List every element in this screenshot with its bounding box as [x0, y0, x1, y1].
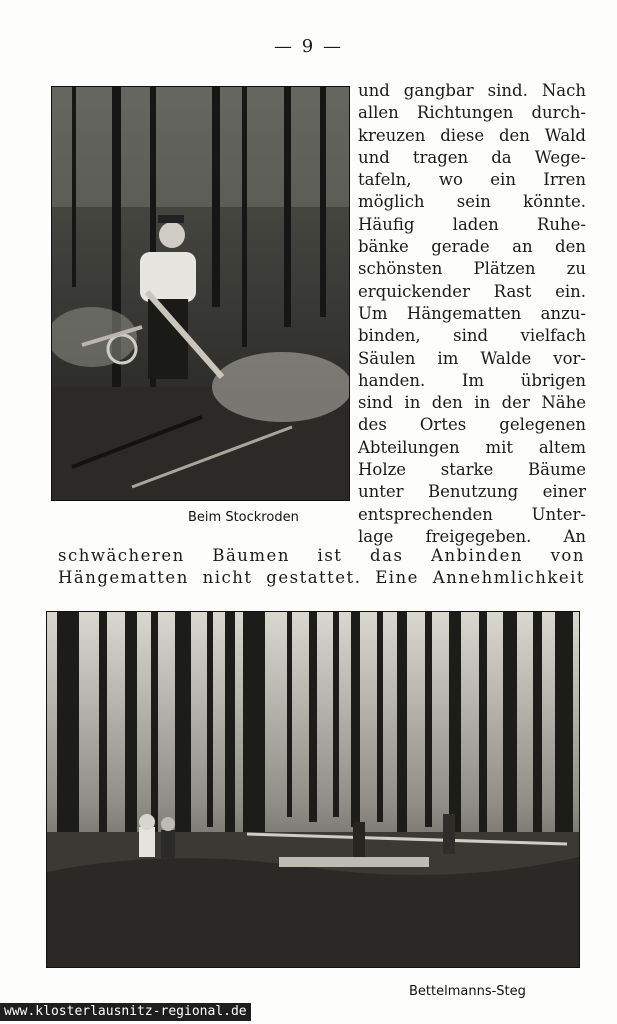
text-line: Hängematten nicht gestattet. Eine Annehmlichkeit — [58, 568, 585, 588]
full-width-text — [58, 545, 585, 590]
text-line: entsprechenden Unter- — [358, 504, 586, 524]
text-line: handen. Im übrigen — [358, 370, 586, 390]
text-line: schönsten Plätzen zu — [358, 259, 586, 279]
column-text — [358, 80, 586, 548]
text-line: schwächeren Bäumen ist das Anbinden von — [58, 546, 585, 565]
text-line: Um Hängematten anzu- — [358, 303, 586, 323]
caption-bettelmanns-steg: Bettelmanns-Steg — [409, 984, 526, 999]
photo-stockroden — [51, 86, 350, 501]
text-line: und tragen da Wege- — [358, 147, 586, 167]
text-line: sind in den in der Nähe — [358, 393, 586, 413]
text-line: binden, sind vielfach — [358, 326, 586, 346]
text-line: allen Richtungen durch- — [358, 103, 586, 123]
text-line: tafeln, wo ein Irren — [358, 170, 586, 190]
page-number: — 9 — — [274, 36, 343, 57]
text-line: bänke gerade an den — [358, 237, 586, 257]
text-line: Holze starke Bäume — [358, 460, 586, 480]
text-line: erquickender Rast ein. — [358, 281, 586, 301]
text-line: lage freigegeben. An — [358, 526, 586, 546]
text-line: und gangbar sind. Nach — [358, 81, 586, 100]
caption-stockroden: Beim Stockroden — [188, 510, 299, 525]
text-line: des Ortes gelegenen — [358, 415, 586, 435]
text-line: Abteilungen mit altem — [358, 437, 586, 457]
text-line: Häufig laden Ruhe- — [358, 214, 586, 234]
text-line: möglich sein könnte. — [358, 192, 586, 212]
photo-bettelmanns-steg — [46, 611, 580, 968]
text-line: unter Benutzung einer — [358, 482, 586, 502]
watermark-link[interactable]: www.klosterlausnitz-regional.de — [0, 1003, 251, 1021]
text-line: kreuzen diese den Wald — [358, 125, 586, 145]
text-line: Säulen im Walde vor- — [358, 348, 586, 368]
